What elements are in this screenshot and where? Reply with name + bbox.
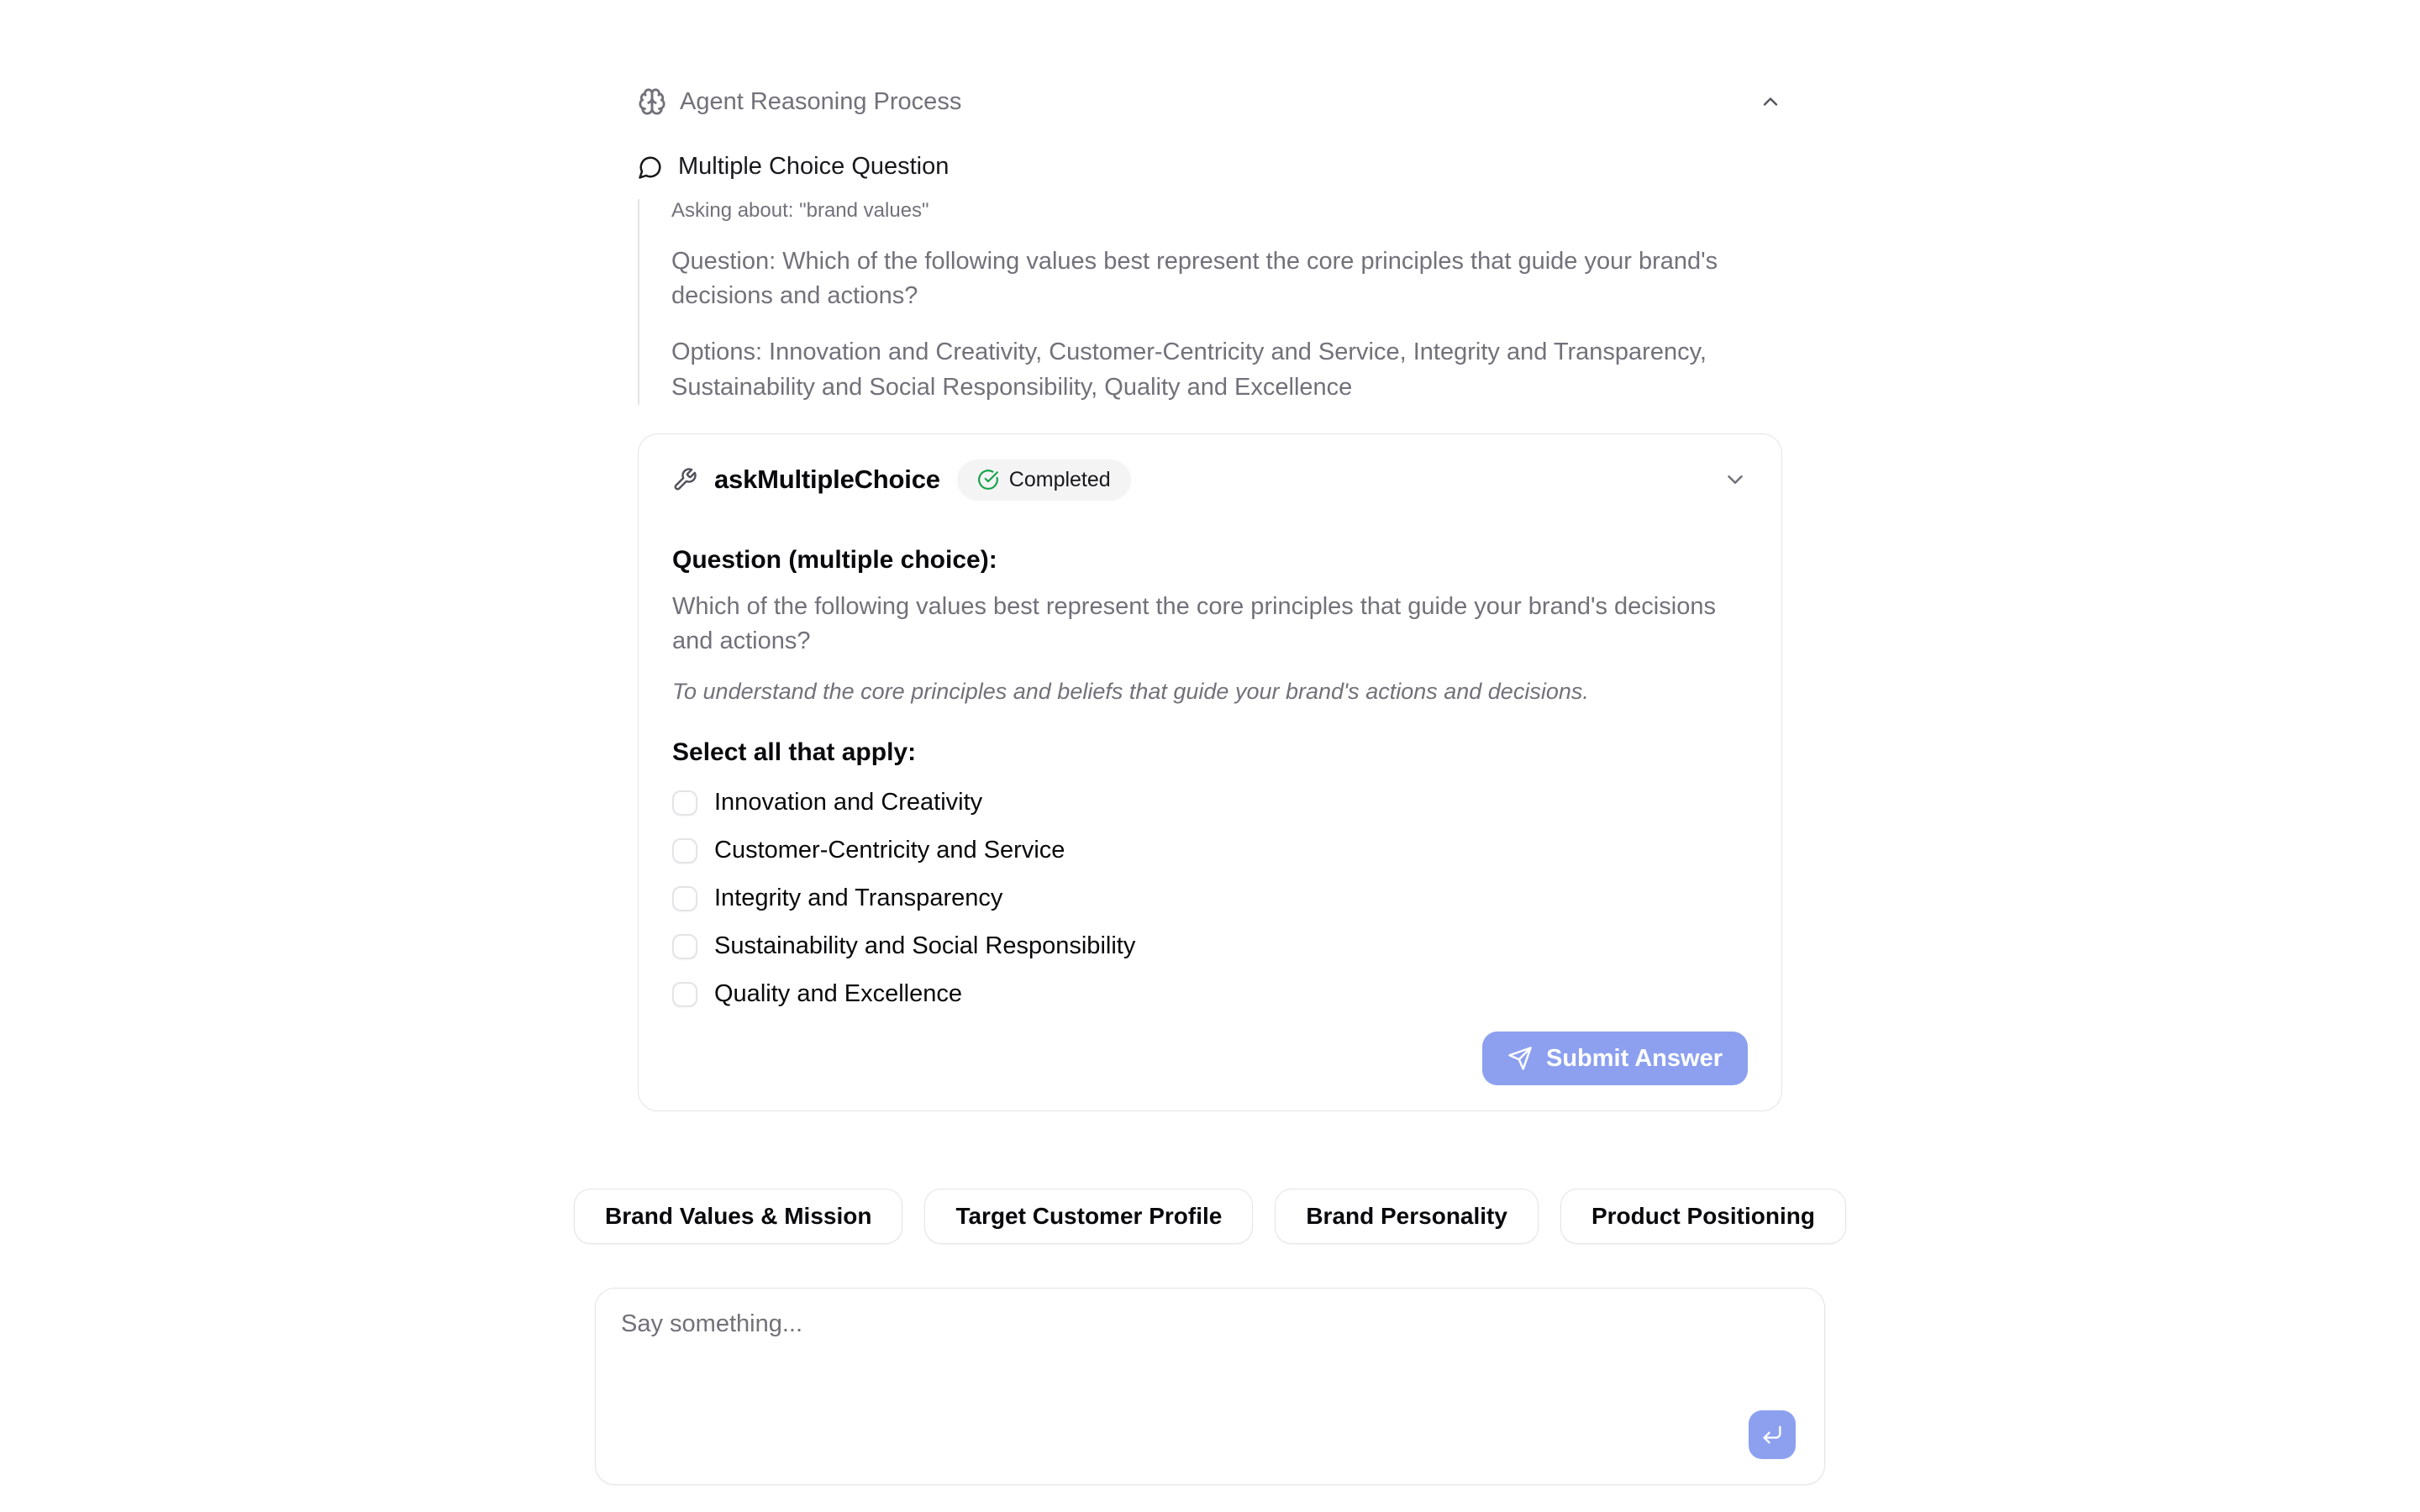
reasoning-step	[638, 153, 1782, 405]
checkbox-integrity[interactable]	[672, 886, 697, 911]
reasoning-question-text: Question: Which of the following values best represent the core principles that guide your brand's decisions and actions?	[671, 248, 1718, 310]
options-list	[672, 789, 1748, 1008]
option-label[interactable]: Sustainability and Social Responsibility	[714, 932, 1136, 960]
option-label[interactable]: Quality and Excellence	[714, 980, 962, 1008]
checkbox-quality[interactable]	[672, 982, 697, 1007]
submit-answer-button[interactable]	[1482, 1032, 1748, 1085]
message-bubble-icon	[638, 155, 663, 180]
tool-card-header	[672, 459, 1748, 501]
submit-row	[672, 1032, 1748, 1085]
suggestion-chips	[595, 1189, 1825, 1244]
chip-target-customer-profile[interactable]: Target Customer Profile	[924, 1189, 1253, 1244]
checkbox-innovation[interactable]	[672, 790, 697, 816]
question-text: Which of the following values best represent the core principles that guide your brand's decisions and actions?	[672, 592, 1716, 654]
option-row-quality[interactable]	[672, 980, 1748, 1008]
brain-icon	[638, 87, 666, 116]
option-row-sustainability[interactable]	[672, 932, 1748, 960]
question-hint: To understand the core principles and beliefs that guide your brand's actions and decisions.	[672, 679, 1589, 705]
message-input[interactable]	[596, 1289, 1824, 1484]
reasoning-options-text: Options: Innovation and Creativity, Customer-Centricity and Service, Integrity and Transparency, Sustainability and Social Responsibility, Quality and Excellence	[671, 339, 1707, 401]
tool-call-card	[638, 433, 1782, 1111]
question-label: Question (multiple choice):	[672, 545, 997, 574]
checkbox-customer-centricity[interactable]	[672, 838, 697, 864]
option-row-innovation[interactable]	[672, 789, 1748, 816]
message-composer	[595, 1288, 1825, 1485]
return-icon	[1760, 1423, 1784, 1446]
send-icon	[1507, 1046, 1533, 1071]
submit-answer-label: Submit Answer	[1545, 1044, 1723, 1072]
option-label[interactable]: Integrity and Transparency	[714, 885, 1003, 912]
option-row-integrity[interactable]	[672, 885, 1748, 912]
chat-column	[595, 0, 1825, 1485]
chip-brand-values-mission[interactable]: Brand Values & Mission	[574, 1189, 902, 1244]
chevron-down-icon[interactable]	[1723, 467, 1748, 492]
agent-reasoning-section	[638, 87, 1782, 1111]
status-badge-label: Completed	[1008, 467, 1111, 491]
step-header	[638, 153, 1782, 181]
select-all-label: Select all that apply:	[672, 738, 917, 767]
checkbox-sustainability[interactable]	[672, 934, 697, 959]
tool-name: askMultipleChoice	[714, 465, 940, 495]
option-label[interactable]: Customer-Centricity and Service	[714, 837, 1065, 864]
step-title: Multiple Choice Question	[678, 153, 950, 180]
status-badge	[957, 459, 1131, 501]
send-message-button[interactable]	[1749, 1410, 1796, 1459]
option-label[interactable]: Innovation and Creativity	[714, 789, 983, 816]
asking-about-text: Asking about: "brand values"	[671, 199, 929, 222]
reasoning-header-title: Agent Reasoning Process	[680, 87, 962, 115]
chevron-up-icon[interactable]	[1759, 90, 1782, 113]
step-body	[638, 199, 1782, 405]
wrench-icon	[672, 467, 697, 492]
option-row-customer-centricity[interactable]	[672, 837, 1748, 864]
reasoning-header	[638, 87, 1782, 116]
circle-check-icon	[977, 469, 999, 491]
chip-product-positioning[interactable]: Product Positioning	[1560, 1189, 1846, 1244]
chip-brand-personality[interactable]: Brand Personality	[1275, 1189, 1539, 1244]
